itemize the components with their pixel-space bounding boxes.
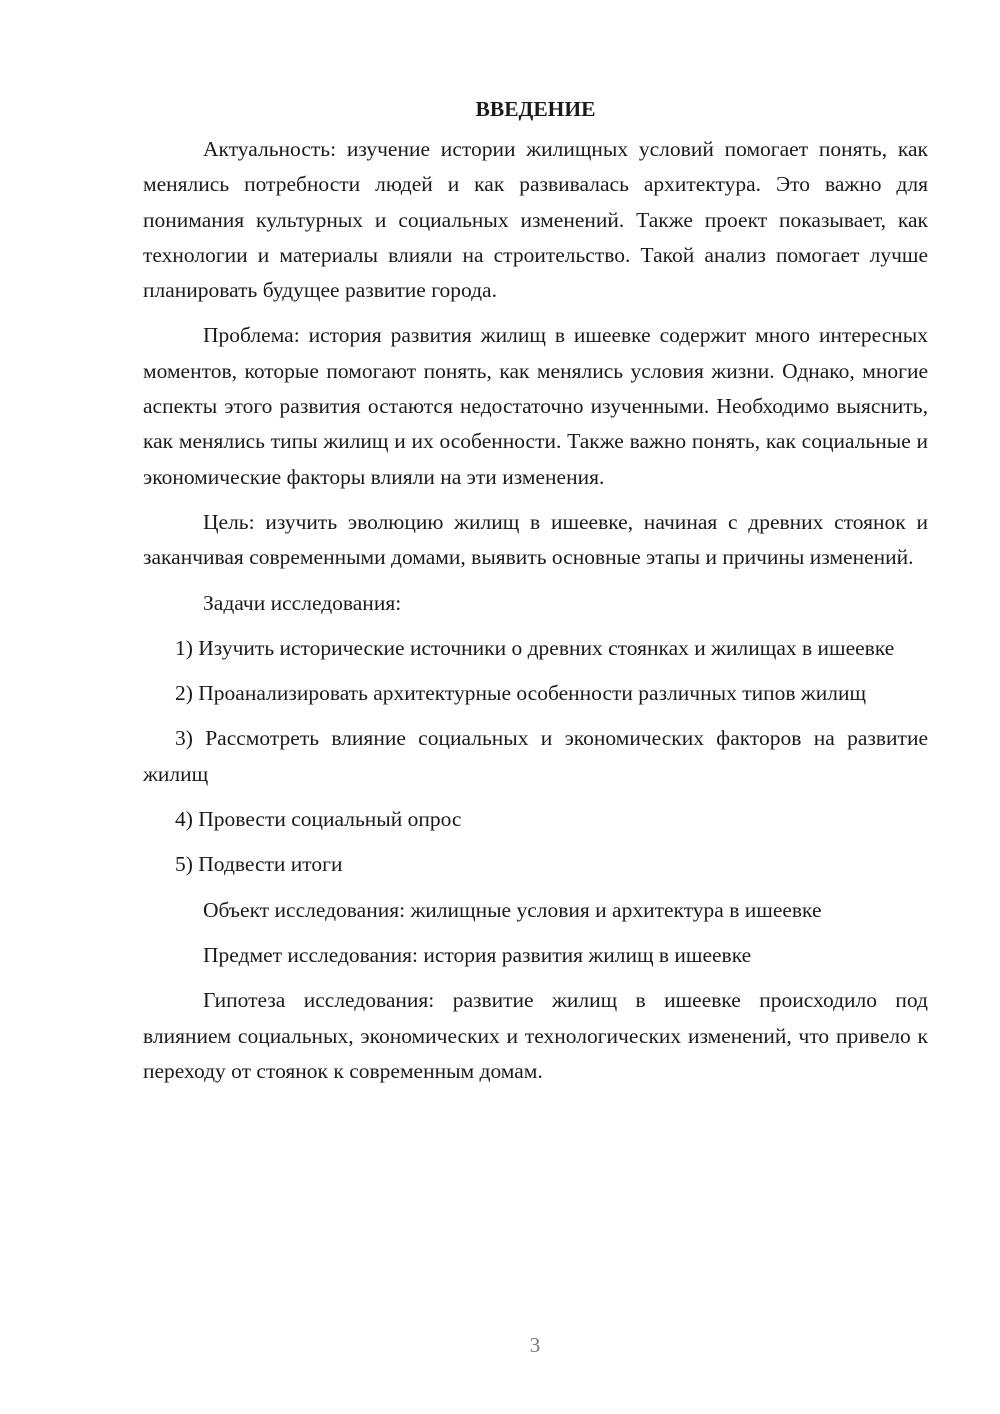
page-content	[143, 92, 928, 1089]
task-item-3: 3) Рассмотреть влияние социальных и экономических факторов на развитие жилищ	[143, 726, 928, 786]
object-paragraph: Объект исследования: жилищные условия и архитектура в ишеевке	[203, 897, 822, 922]
tasks-title: Задачи исследования:	[203, 590, 402, 615]
page-number: 3	[529, 1333, 541, 1357]
relevance-paragraph: Актуальность: изучение истории жилищных условий помогает понять, как менялись потребности людей и как развивалась архитектура. Это важно для понимания культурных и социальных изменений. Также проект показывает, как технологии и материалы влияли на строительство. Такой анализ помогает лучше планировать будущее развитие города.	[143, 137, 928, 303]
hypothesis-paragraph: Гипотеза исследования: развитие жилищ в ишеевке происходило под влиянием социальных, экономических и технологических изменений, что привело к переходу от стоянок к современным домам.	[143, 988, 928, 1083]
problem-paragraph: Проблема: история развития жилищ в ишеевке содержит много интересных моментов, которые помогают понять, как менялись условия жизни. Однако, многие аспекты этого развития остаются недостаточно изученными. Необходимо выяснить, как менялись типы жилищ и их особенности. Также важно понять, как социальные и экономические факторы влияли на эти изменения.	[143, 323, 928, 489]
task-item-1: 1) Изучить исторические источники о древних стоянках и жилищах в ишеевке	[175, 635, 895, 660]
task-item-2: 2) Проанализировать архитектурные особенности различных типов жилищ	[175, 681, 867, 706]
goal-paragraph: Цель: изучить эволюцию жилищ в ишеевке, начиная с древних стоянок и заканчивая современными домами, выявить основные этапы и причины изменений.	[143, 509, 928, 570]
task-item-4: 4) Провести социальный опрос	[175, 807, 462, 832]
subject-paragraph: Предмет исследования: история развития жилищ в ишеевке	[203, 942, 752, 967]
section-heading: ВВЕДЕНИЕ	[475, 97, 596, 121]
task-item-5: 5) Подвести итоги	[175, 852, 343, 877]
